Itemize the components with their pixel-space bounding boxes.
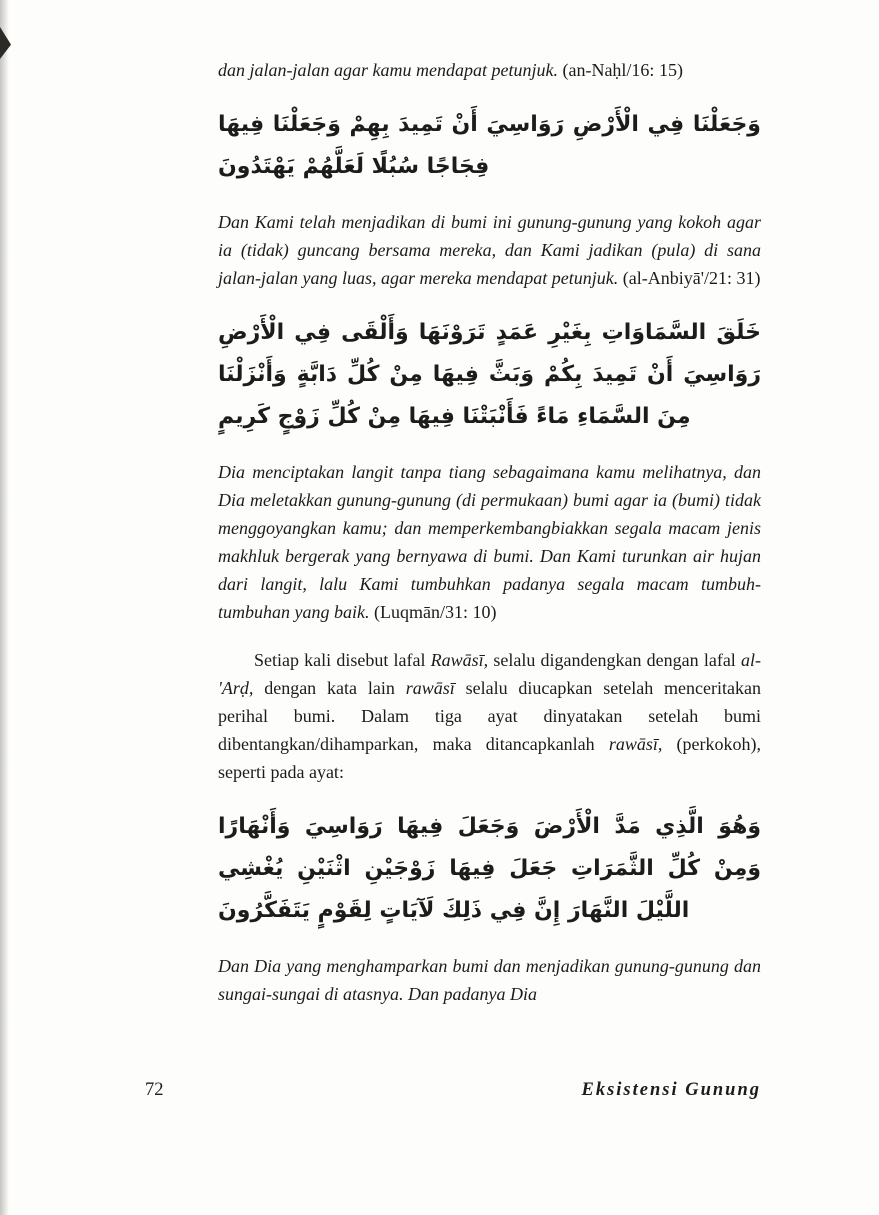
- translation-ar-rad-text: Dan Dia yang menghamparkan bumi dan menjadikan gunung-gunung dan sungai-sungai di atasnya. Dan padanya Dia: [218, 956, 761, 1004]
- translation-al-anbiya-reference: (al-Anbiyā'/21: 31): [618, 268, 761, 288]
- running-title: Eksistensi Gunung: [581, 1080, 761, 1100]
- translation-al-anbiya-text: Dan Kami telah menjadikan di bumi ini gunung-gunung yang kokoh agar ia (tidak) guncang bersama mereka, dan Kami jadikan (pula) di sana jalan-jalan yang luas, agar mereka mendapat petunjuk.: [218, 212, 761, 288]
- translation-ar-rad: [218, 952, 761, 1008]
- page-content: [218, 56, 761, 1008]
- body-segment-term-rawasi: rawāsī: [405, 678, 455, 698]
- body-segment-term-rawasi: rawāsī,: [608, 734, 663, 754]
- arabic-verse-al-anbiya: وَجَعَلْنَا فِي الْأَرْضِ رَوَاسِيَ أَنْ تَمِيدَ بِهِمْ وَجَعَلْنَا فِيهَا فِجَاجًا سُبُلًا لَعَلَّهُمْ يَهْتَدُونَ: [218, 112, 761, 179]
- scan-corner-mark: [0, 27, 11, 59]
- page-number: 72: [145, 1080, 164, 1100]
- body-segment-term-rawasi: Rawāsī,: [430, 650, 489, 670]
- translation-luqman-reference: (Luqmān/31: 10): [369, 602, 497, 622]
- body-segment: Setiap kali disebut lafal: [254, 650, 431, 670]
- arabic-verse-luqman: خَلَقَ السَّمَاوَاتِ بِغَيْرِ عَمَدٍ تَرَوْنَهَا وَأَلْقَى فِي الْأَرْضِ رَوَاسِيَ أَنْ تَمِيدَ بِكُمْ وَبَثَّ فِيهَا مِنْ كُلِّ دَابَّةٍ وَأَنْزَلْنَا مِنَ السَّمَاءِ مَاءً فَأَنْبَتْنَا فِيهَا مِنْ كُلِّ زَوْجٍ كَرِيمٍ: [218, 320, 761, 429]
- quote-continuation-text: dan jalan-jalan agar kamu mendapat petunjuk.: [218, 60, 558, 80]
- body-segment-term-al-ard: al-'Arḍ,: [218, 650, 761, 698]
- body-segment: (perkokoh), seperti pada ayat:: [218, 734, 761, 782]
- translation-luqman-text: Dia menciptakan langit tanpa tiang sebagaimana kamu melihatnya, dan Dia meletakkan gunung-gunung (di permukaan) bumi agar ia (bumi) tidak menggoyangkan kamu; dan memperkembangbiakkan segala macam jenis makhluk bergerak yang bernyawa di bumi. Dan Kami turunkan air hujan dari langit, lalu Kami tumbuhkan padanya segala macam tumbuh-tumbuhan yang baik.: [218, 462, 761, 622]
- body-paragraph: [218, 646, 761, 786]
- page-footer: [145, 1080, 761, 1101]
- translation-luqman: [218, 458, 761, 626]
- arabic-verse-ar-rad: وَهُوَ الَّذِي مَدَّ الْأَرْضَ وَجَعَلَ فِيهَا رَوَاسِيَ وَأَنْهَارًا وَمِنْ كُلِّ الثَّمَرَاتِ جَعَلَ فِيهَا زَوْجَيْنِ اثْنَيْنِ يُغْشِي اللَّيْلَ النَّهَارَ إِنَّ فِي ذَلِكَ لَآيَاتٍ لِقَوْمٍ يَتَفَكَّرُونَ: [218, 814, 761, 923]
- quote-continuation: [218, 56, 761, 84]
- body-segment: selalu digandengkan dengan lafal: [488, 650, 741, 670]
- scan-gutter-shadow: [0, 0, 9, 1215]
- body-segment: selalu diucapkan setelah menceritakan perihal bumi. Dalam tiga ayat dinyatakan setelah bumi dibentangkan/dihamparkan, maka ditancapkanlah: [218, 678, 761, 754]
- translation-al-anbiya: [218, 208, 761, 292]
- body-segment: dengan kata lain: [253, 678, 406, 698]
- quote-continuation-reference: (an-Naḥl/16: 15): [557, 60, 683, 80]
